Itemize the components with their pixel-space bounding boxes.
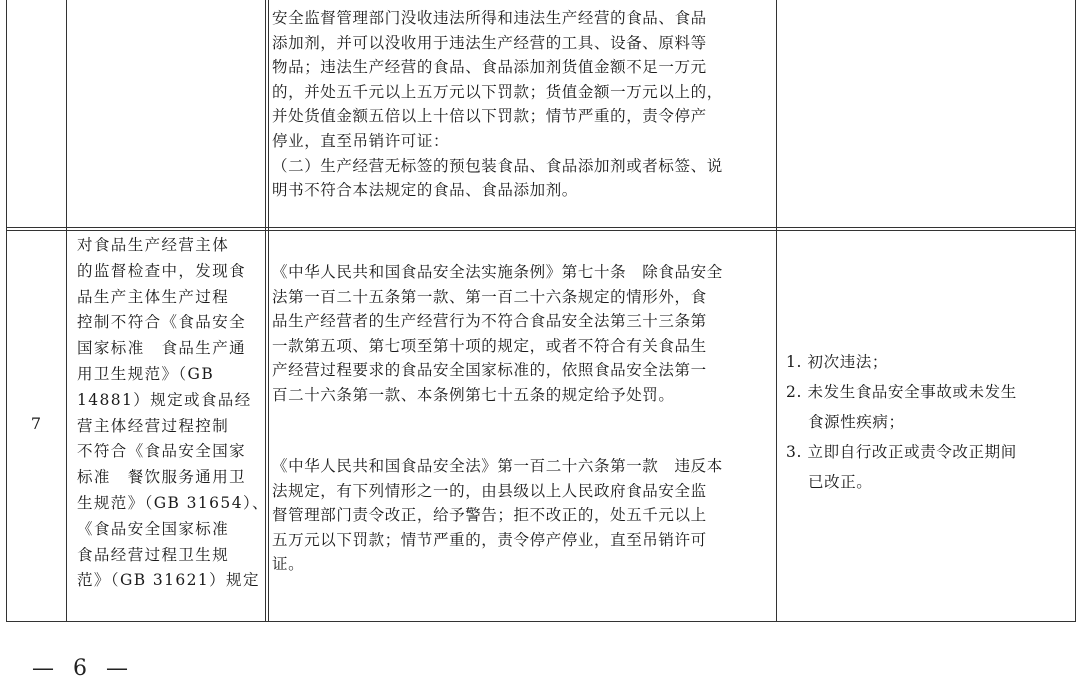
description-line: 国家标准 食品生产通 <box>77 339 247 358</box>
row-divider <box>6 227 1076 228</box>
law-line: 《中华人民共和国食品安全法》第一百二十六条第一款 违反本 <box>272 457 723 475</box>
law-line: 添加剂，并可以没收用于违法生产经营的工具、设备、原料等 <box>272 33 707 52</box>
law-line: 停业，直至吊销许可证： <box>272 131 450 150</box>
law-line: 品生产经营者的生产经营行为不符合食品安全法第三十三条第 <box>272 312 707 331</box>
description-line: 《食品安全国家标准 <box>77 519 230 538</box>
description-line: 不符合《食品安全国家 <box>77 442 247 461</box>
condition-item-continued: 已改正。 <box>808 473 873 491</box>
law-line: 物品；违法生产经营的食品、食品添加剂货值金额不足一万元 <box>272 58 707 77</box>
description-line: 食品经营过程卫生规 <box>77 545 230 564</box>
condition-item: 1. 初次违法； <box>786 353 889 371</box>
row-divider <box>6 230 1076 231</box>
law-line: 产经营过程要求的食品安全国家标准的，依照食品安全法第一 <box>272 361 707 380</box>
column-divider <box>66 0 67 622</box>
condition-item: 3. 立即自行改正或责令改正期间 <box>786 443 1017 461</box>
description-line: 14881）规定或食品经 <box>77 390 252 409</box>
description-line: 品生产主体生产过程 <box>77 287 230 306</box>
description-line: 对食品生产经营主体 <box>77 236 230 254</box>
table-bottom-border <box>6 621 1076 622</box>
column-divider <box>776 0 777 622</box>
description-line: 的监督检查中，发现食 <box>77 261 247 280</box>
column-divider <box>1075 0 1076 622</box>
law-line: 法规定，有下列情形之一的，由县级以上人民政府食品安全监 <box>272 481 707 500</box>
law-line: 督管理部门责令改正，给予警告；拒不改正的，处五千元以上 <box>272 506 707 525</box>
description-line: 生规范》（GB 31654）、 <box>77 493 270 512</box>
description-line: 控制不符合《食品安全 <box>77 313 247 332</box>
description-line: 范》（GB 31621）规定 <box>77 571 260 590</box>
law-line: 《中华人民共和国食品安全法实施条例》第七十条 除食品安全 <box>272 263 723 281</box>
column-divider <box>6 0 7 622</box>
law-line: 五万元以下罚款；情节严重的，责令停产停业，直至吊销许可 <box>272 530 707 549</box>
law-citation-food-safety-law <box>272 454 723 577</box>
law-line: 并处货值金额五倍以上十倍以下罚款；情节严重的，责令停产 <box>272 107 707 126</box>
row-description <box>77 233 269 594</box>
row-number: 7 <box>30 414 42 433</box>
description-line: 标准 餐饮服务通用卫 <box>77 468 247 487</box>
description-line: 营主体经营过程控制 <box>77 416 230 435</box>
description-line: 用卫生规范》（GB <box>77 364 215 383</box>
page-number: — 6 — <box>32 656 134 681</box>
law-line: （二）生产经营无标签的预包装食品、食品添加剂或者标签、说 <box>272 156 723 175</box>
condition-item-continued: 食源性疾病； <box>808 413 905 431</box>
law-line: 明书不符合本法规定的食品、食品添加剂。 <box>272 181 578 200</box>
law-line: 百二十六条第一款、本条例第七十五条的规定给予处罚。 <box>272 385 675 404</box>
law-line: 法第一百二十五条第一款、第一百二十六条规定的情形外，食 <box>272 287 707 306</box>
prev-row-law-text <box>272 6 723 203</box>
condition-item: 2. 未发生食品安全事故或未发生 <box>786 383 1017 401</box>
exemption-conditions <box>786 347 1017 497</box>
law-citation-regulation <box>272 260 723 408</box>
law-line: 证。 <box>272 555 305 574</box>
law-line: 一款第五项、第七项至第十项的规定，或者不符合有关食品生 <box>272 336 707 355</box>
law-line: 安全监督管理部门没收违法所得和违法生产经营的食品、食品 <box>272 9 707 27</box>
law-line: 的，并处五千元以上五万元以下罚款；货值金额一万元以上的， <box>272 82 723 101</box>
